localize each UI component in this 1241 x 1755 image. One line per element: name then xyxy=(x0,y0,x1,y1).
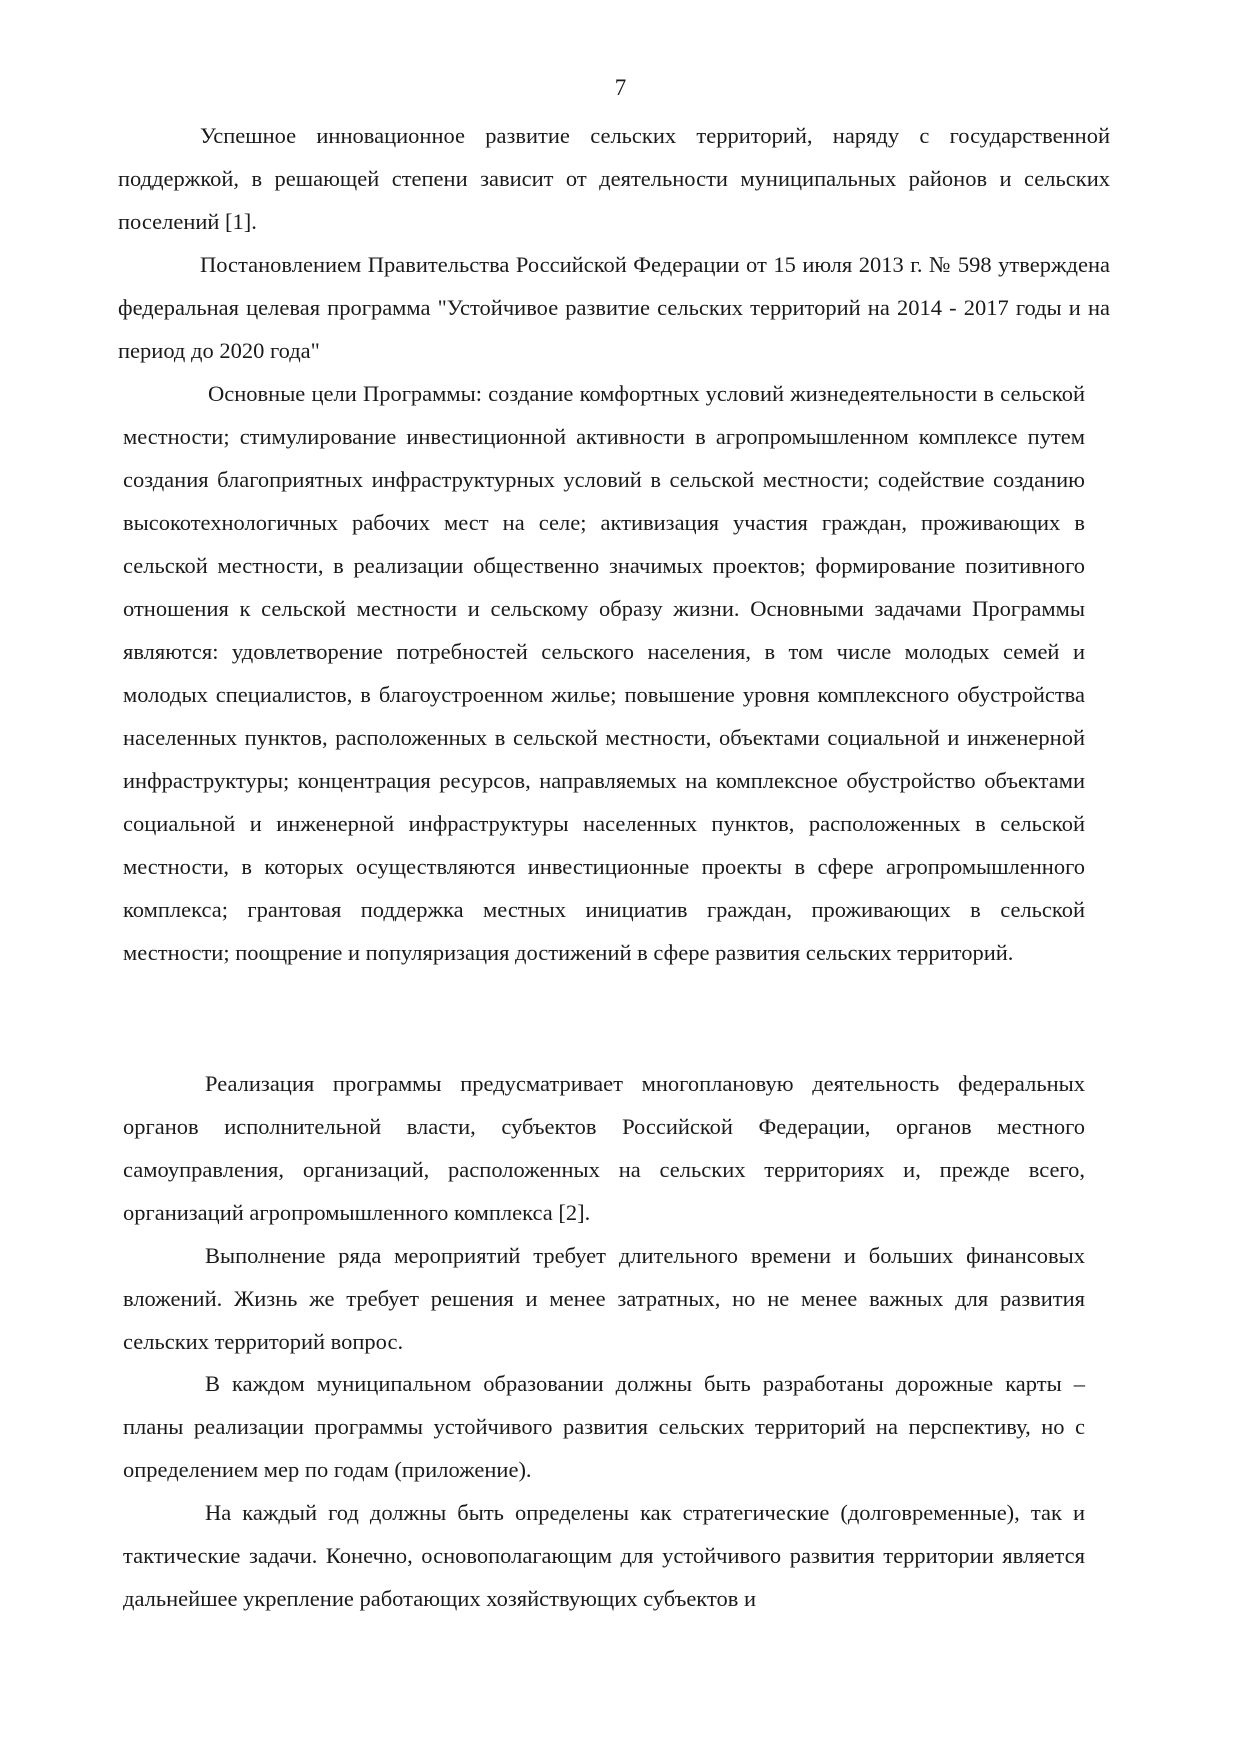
paragraph-roadmaps: В каждом муниципальном образовании должны быть разработаны дорожные карты – планы реализации программы устойчивого развития сельских территорий на перспективу, но с определением мер по годам (приложение). xyxy=(123,1371,1085,1482)
paragraph-program-implementation: Реализация программы предусматривает многоплановую деятельность федеральных органов исполнительной власти, субъектов Российской Федерации, органов местного самоуправления, организаций, расположенных на сельских территориях и, прежде всего, организаций агропромышленного комплекса [2]. xyxy=(123,1071,1085,1225)
page-number: 7 xyxy=(614,75,627,100)
paragraph-program-goals: Основные цели Программы: создание комфортных условий жизнедеятельности в сельской местности; стимулирование инвестиционной активности в агропромышленном комплексе путем создания благоприятных инфраструктурных условий в сельской местности; содействие созданию высокотехнологичных рабочих мест на селе; активизация участия граждан, проживающих в сельской местности, в реализации общественно значимых проектов; формирование позитивного отношения к сельской местности и сельскому образу жизни. Основными задачами Программы являются: удовлетворение потребностей сельского населения, в том числе молодых семей и молодых специалистов, в благоустроенном жилье; повышение уровня комплексного обустройства населенных пунктов, расположенных в сельской местности, объектами социальной и инженерной инфраструктуры; концентрация ресурсов, направляемых на комплексное обустройство объектами социальной и инженерной инфраструктуры населенных пунктов, расположенных в сельской местности, в которых осуществляются инвестиционные проекты в сфере агропромышленного комплекса; грантовая поддержка местных инициатив граждан, проживающих в сельской местности; поощрение и популяризация достижений в сфере развития сельских территорий. xyxy=(123,381,1085,965)
paragraph-activities-financing: Выполнение ряда мероприятий требует длительного времени и больших финансовых вложений. Жизнь же требует решения и менее затратных, но не менее важных для развития сельских территорий вопрос. xyxy=(123,1243,1085,1354)
paragraph-rural-innovation: Успешное инновационное развитие сельских территорий, наряду с государственной поддержкой, в решающей степени зависит от деятельности муниципальных районов и сельских поселений [1]. xyxy=(118,123,1110,234)
paragraph-government-resolution: Постановлением Правительства Российской Федерации от 15 июля 2013 г. № 598 утверждена федеральная целевая программа "Устойчивое развитие сельских территорий на 2014 - 2017 годы и на период до 2020 года" xyxy=(118,252,1110,363)
paragraph-annual-tasks: На каждый год должны быть определены как стратегические (долговременные), так и тактические задачи. Конечно, основополагающим для устойчивого развития территории является дальнейшее укрепление работающих хозяйствующих субъектов и xyxy=(123,1500,1085,1611)
